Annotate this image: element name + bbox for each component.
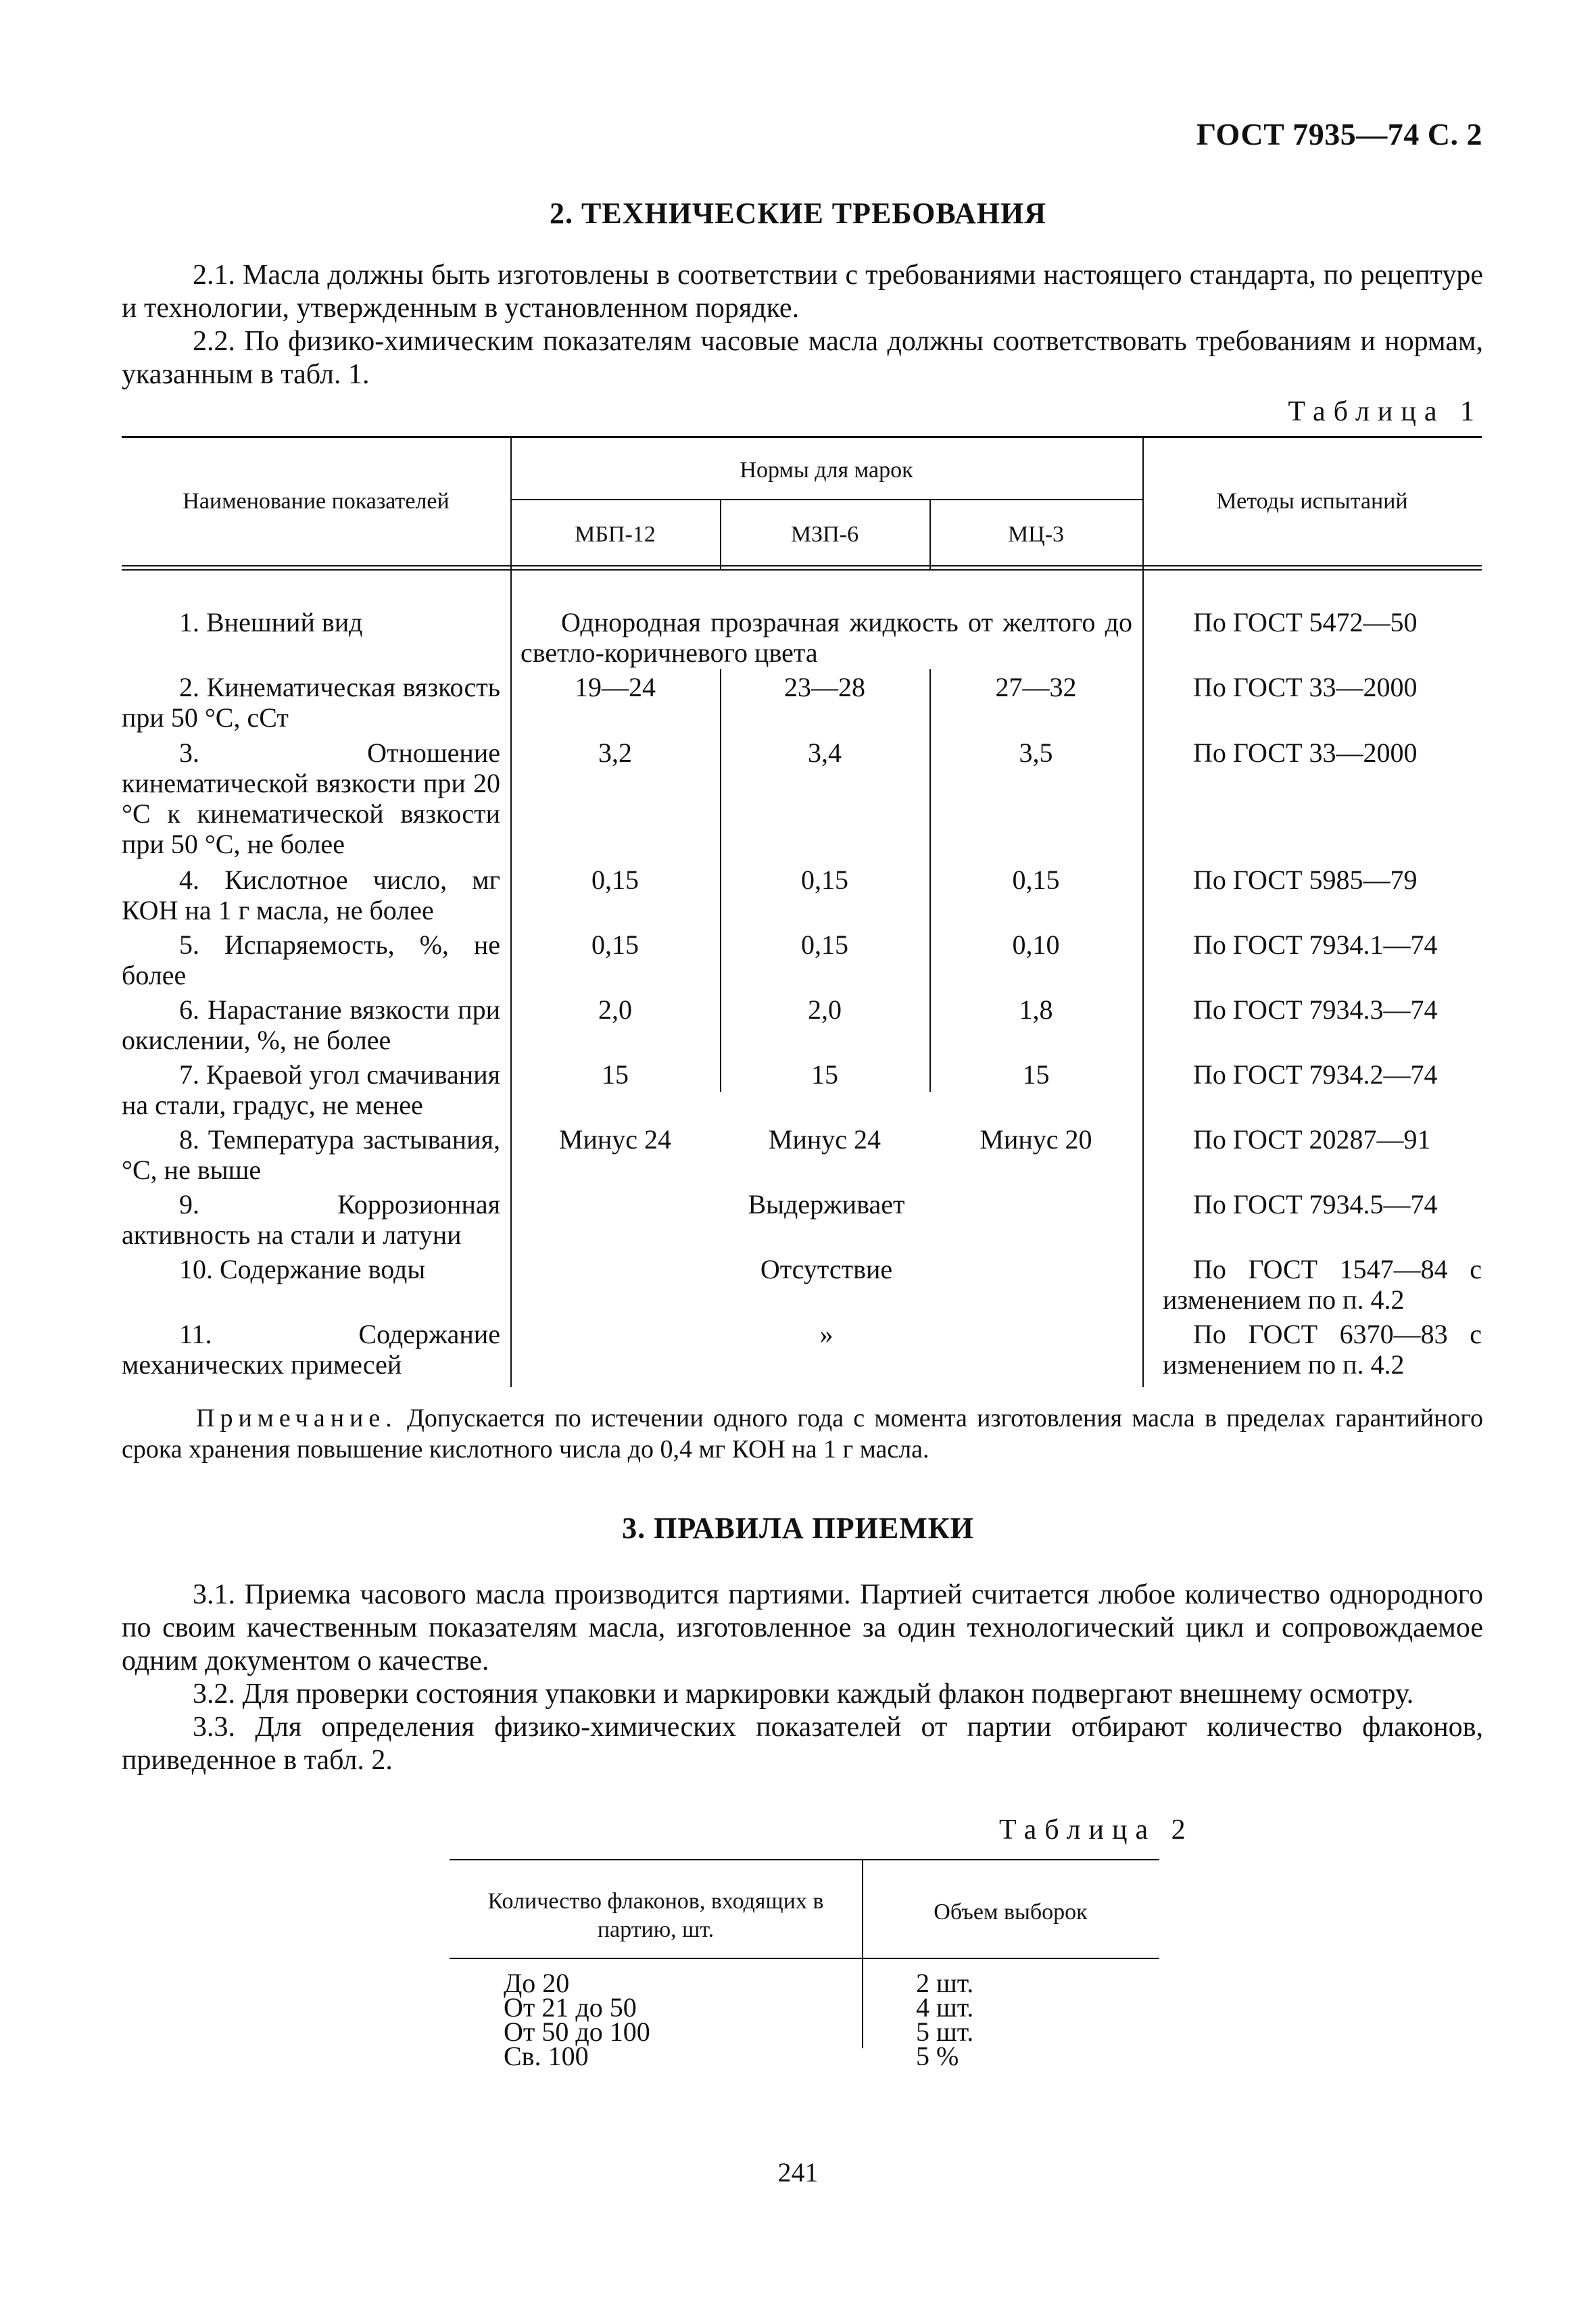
paragraph-2-1: 2.1. Масла должны быть изготовлены в соответствии с требованиями настоящего стандарта, по рецептуре и технологии, утвержденным в установленном порядке. [122,260,1483,324]
row-value-mc3: Минус 20 [980,1124,1092,1155]
paragraph-3-3: 3.3. Для определения физико-химических показателей от партии отбирают количество флаконов, приведенное в табл. 2. [122,1712,1483,1776]
row-sample: 5 шт. [916,2017,974,2047]
row-value-mc3: 3,5 [1019,738,1053,768]
row-count: Св. 100 [504,2041,589,2071]
row-method: По ГОСТ 7934.5—74 [1193,1189,1438,1220]
row-method: По ГОСТ 33—2000 [1193,672,1418,702]
row-value-mc3: 27—32 [995,672,1077,702]
header-mark-mc3: МЦ-3 [1007,522,1065,547]
row-name: 5. Испаряемость, %, не более [122,930,500,990]
row-count: От 21 до 50 [504,1992,637,2023]
table-1 [122,436,1482,1389]
row-name: 10. Содержание воды [179,1254,426,1284]
row-value-mbp12: 2,0 [598,994,632,1025]
table-subheader-rule [510,499,1142,500]
row-value-mc3: 0,10 [1012,930,1060,960]
row-sample: 2 шт. [916,1968,974,1998]
section-3-text [122,1578,1483,1777]
note-label: Примечание. [196,1404,397,1432]
row-sample: 4 шт. [916,1992,974,2023]
row-value-mzp6: 0,15 [801,930,848,960]
row-name: 3. Отношение кинематической вязкости при 20 °С к кинематической вязкости при 50 °С, не более [122,738,500,859]
row-value-mzp6: 23—28 [784,672,865,702]
table-header-rule-1 [122,565,1482,566]
row-name: 4. Кислотное число, мг КОН на 1 г масла, не более [122,865,500,925]
row-value-span: Выдерживает [748,1189,905,1220]
row-name: 8. Температура застывания, °С, не выше [122,1124,500,1185]
paragraph-3-2: 3.2. Для проверки состояния упаковки и маркировки каждый флакон подвергают внешнему осмотру. [193,1679,1414,1710]
row-method: По ГОСТ 33—2000 [1193,738,1418,768]
row-method: По ГОСТ 5472—50 [1193,607,1418,637]
row-value-mc3: 0,15 [1012,865,1060,895]
page-number: 241 [777,2157,819,2188]
table-divider [1142,569,1144,1387]
row-method: По ГОСТ 5985—79 [1193,865,1418,895]
row-value-mbp12: 0,15 [591,930,639,960]
row-method: По ГОСТ 7934.3—74 [1193,994,1438,1025]
paragraph-2-2: 2.2. По физико-химическим показателям часовые масла должны соответствовать требованиям и нормам, указанным в табл. 1. [122,326,1483,390]
header-sample: Объем выборок [934,1900,1088,1925]
row-value-mbp12: 0,15 [591,865,639,895]
table-divider [862,1859,863,2048]
row-count: От 50 до 100 [504,2017,650,2047]
section-2-text [122,259,1483,391]
row-name: 1. Внешний вид [179,607,363,637]
header-count: Количество флаконов, входящих в партию, шт. [487,1889,824,1942]
row-method: По ГОСТ 7934.1—74 [1193,930,1438,960]
paragraph-3-1: 3.1. Приемка часового масла производится партиями. Партией считается любое количество однородного по своим качественным показателям масла, изготовленное за один технологический цикл и сопровождаемое одним документом о качестве. [122,1579,1483,1676]
row-method: По ГОСТ 1547—84 с изменением по п. 4.2 [1163,1254,1482,1315]
row-value-mbp12: Минус 24 [558,1124,672,1155]
section-2-title: 2. ТЕХНИЧЕСКИЕ ТРЕБОВАНИЯ [550,197,1046,230]
table-header-rule [450,1958,1159,1959]
row-method: По ГОСТ 20287—91 [1193,1124,1431,1155]
row-method: По ГОСТ 7934.2—74 [1193,1059,1438,1090]
row-value-mbp12: 3,2 [598,738,632,768]
row-value-mzp6: 0,15 [801,865,848,895]
row-name: 2. Кинематическая вязкость при 50 °С, сСт [122,672,500,733]
header-name: Наименование показателей [183,489,450,514]
table-1-note [122,1403,1483,1465]
row-value-span: Однородная прозрачная жидкость от желтого до светло-коричневого цвета [521,607,1132,668]
row-value-mc3: 1,8 [1019,994,1053,1025]
row-method: По ГОСТ 6370—83 с изменением по п. 4.2 [1163,1319,1482,1380]
row-value-mzp6: 3,4 [808,738,842,768]
row-value-mzp6: Минус 24 [768,1124,881,1155]
table-2-caption: Таблица 2 [999,1814,1194,1845]
row-value-span: » [819,1319,833,1349]
row-value-span: Отсутствие [760,1254,893,1284]
row-sample: 5 % [916,2041,959,2071]
row-name: 9. Коррозионная активность на стали и латуни [122,1189,500,1250]
header-mark-mbp12: МБП-12 [575,522,656,547]
row-value-mc3: 15 [1022,1059,1050,1090]
row-value-mzp6: 2,0 [808,994,842,1025]
table-top-rule [450,1859,1159,1860]
header-methods: Методы испытаний [1216,489,1408,514]
row-value-mzp6: 15 [811,1059,838,1090]
header-norms: Нормы для марок [740,458,913,483]
header-mark-mzp6: МЗП-6 [790,522,859,547]
row-value-mbp12: 15 [602,1059,629,1090]
row-value-mbp12: 19—24 [575,672,656,702]
row-name: 11. Содержание механических примесей [122,1319,500,1380]
document-reference: ГОСТ 7935—74 С. 2 [1196,117,1482,151]
table-2 [450,1859,1159,2071]
note-text: Допускается по истечении одного года с момента изготовления масла в пределах гарантийного срока хранения повышение кислотного числа до 0,4 мг КОН на 1 г масла. [122,1404,1483,1464]
table-1-caption: Таблица 1 [1288,396,1482,427]
row-count: До 20 [504,1968,570,1998]
row-name: 6. Нарастание вязкости при окислении, %, не более [122,994,500,1055]
row-name: 7. Краевой угол смачивания на стали, градус, не менее [122,1059,500,1120]
table-header-rule-2 [122,569,1482,571]
table-top-rule [122,436,1482,438]
section-3-title: 3. ПРАВИЛА ПРИЕМКИ [622,1512,974,1545]
